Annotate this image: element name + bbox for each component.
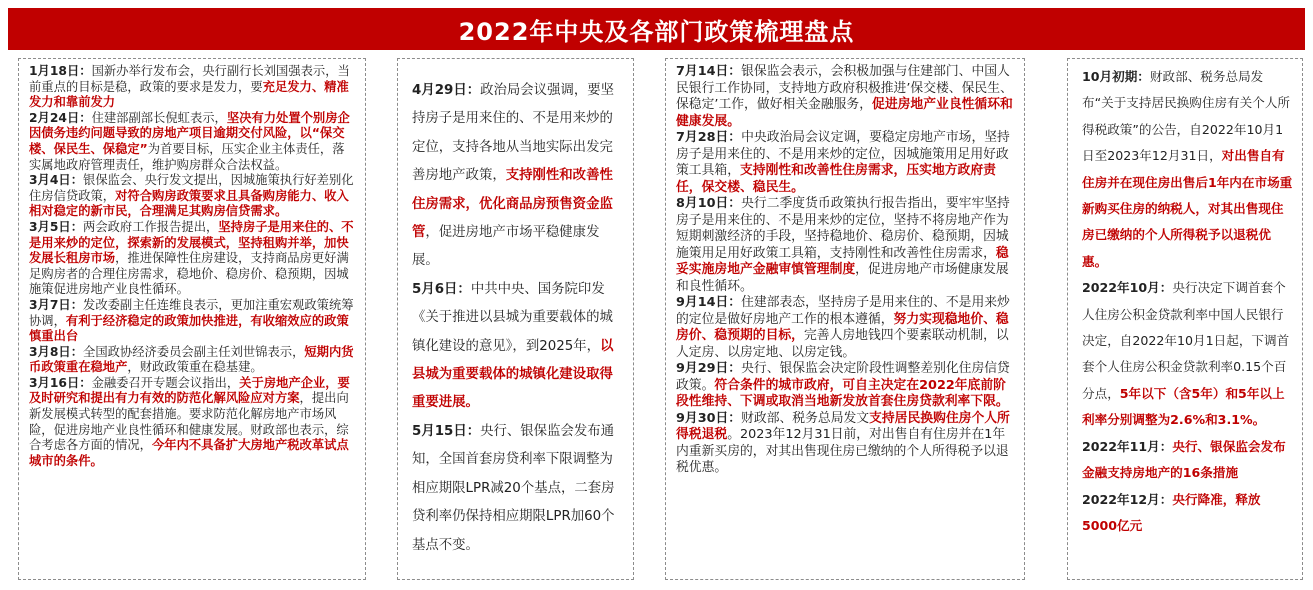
policy-entry bbox=[1082, 275, 1294, 433]
entry-text: 央行、银保监会决定阶段性调整差别化住房信贷政策。 bbox=[676, 361, 1010, 393]
entry-highlight: 坚决有力处置个别房企因债务违约问题导致的房地产项目逾期交付风险，以“保交楼、保民生、保稳定” bbox=[29, 110, 350, 156]
entry-highlight: 对出售自有住房并在现住房出售后1年内在市场重新购买住房的纳税人，对其出售现住房已缴纳的个人所得税予以退税优惠。 bbox=[1082, 148, 1293, 269]
entry-highlight: 今年内不具备扩大房地产税改革试点城市的条件。 bbox=[29, 438, 349, 468]
entry-highlight: 促进房地产业良性循环和健康发展。 bbox=[676, 97, 1013, 129]
policy-entry bbox=[29, 345, 355, 376]
entry-text: 央行决定下调首套个人住房公积金贷款利率中国人民银行决定，自2022年10月1日起，下调首套个人住房公积金贷款利率0.15个百分点， bbox=[1082, 280, 1290, 401]
policy-entry bbox=[1082, 434, 1294, 487]
entry-date: 9月29日： bbox=[676, 361, 742, 376]
entry-highlight: 5年以下（含5年）和5年以上利率分别调整为2.6%和3.1%。 bbox=[1082, 385, 1285, 428]
policy-entry bbox=[676, 130, 1014, 196]
policy-entry bbox=[29, 111, 355, 173]
entry-text: ，促进房地产市场平稳健康发展。 bbox=[412, 225, 600, 269]
entry-highlight: 以县城为重要载体的城镇化建设取得重要进展。 bbox=[412, 338, 614, 411]
entry-text: 央行二季度货币政策执行报告指出，要牢牢坚持房子是用来住的、不是用来炒的定位，坚持不将房地产作为短期刺激经济的手段，坚持稳地价、稳房价、稳预期，因城施策用足用好政策工具箱，支持刚性和改善性住房需求， bbox=[676, 196, 1010, 261]
entry-date: 8月10日： bbox=[676, 196, 742, 211]
entry-text: 政治局会议强调，要坚持房子是用来住的、不是用来炒的定位，支持各地从当地实际出发完善房地产政策， bbox=[412, 83, 615, 184]
entry-highlight: 关于房地产企业，要及时研究和提出有力有效的防范化解风险应对方案 bbox=[29, 375, 350, 406]
policy-entry bbox=[676, 295, 1014, 361]
policy-entry bbox=[1082, 64, 1294, 275]
entry-date: 2022年12月： bbox=[1082, 491, 1173, 507]
entry-text: 全国政协经济委员会副主任刘世锦表示， bbox=[83, 344, 305, 359]
policy-entry bbox=[1082, 487, 1294, 540]
entry-date: 7月14日： bbox=[676, 64, 742, 79]
entry-highlight: 努力实现稳地价、稳房价、稳预期的目标， bbox=[676, 311, 1009, 343]
policy-entry bbox=[29, 376, 355, 470]
entry-highlight: 短期内货币政策重在稳地产 bbox=[29, 344, 354, 375]
policy-entry bbox=[676, 361, 1014, 411]
entry-text: ，提出向新发展模式转型的配套措施。要求防范化解房地产市场风险，促进房地产业良性循环和健康发展。财政部也表示，综合考虑各方面的情况， bbox=[29, 391, 349, 453]
policy-entry bbox=[676, 411, 1014, 477]
policy-entry bbox=[29, 173, 355, 220]
entry-highlight: 支持刚性和改善性住房需求，压实地方政府责任，保交楼、稳民生。 bbox=[676, 163, 996, 195]
entry-date: 4月29日： bbox=[412, 83, 481, 98]
entry-text: 为首要目标，压实企业主体责任，落实属地政府管理责任，维护购房群众合法权益。 bbox=[29, 141, 345, 172]
entry-date: 2022年10月： bbox=[1082, 280, 1173, 296]
entry-text: 住建部副部长倪虹表示， bbox=[91, 110, 227, 125]
entry-text: ，促进房地产市场健康发展和良性循环。 bbox=[676, 262, 1009, 294]
policy-entry bbox=[412, 418, 625, 560]
entry-text: 财政部、税务总局发布“关于支持居民换购住房有关个人所得税政策”的公告，自2022年10月1日至2023年12月31日， bbox=[1082, 69, 1291, 164]
policy-entry bbox=[412, 276, 625, 418]
entry-text: 。2023年12月31日前，对出售自有住房并在1年内重新买房的，对其出售现住房已缴纳的个人所得税予以退税优惠。 bbox=[676, 427, 1009, 475]
entry-text: 银保监会表示，会积极加强与住建部门、中国人民银行工作协同，支持地方政府积极推进’保交楼、保民生、保稳定’工作，做好相关金融服务， bbox=[676, 64, 1013, 112]
policy-column-apr-may bbox=[397, 58, 634, 580]
entry-highlight: 央行降准，释放5000亿元 bbox=[1082, 491, 1261, 533]
entry-date: 3月5日： bbox=[29, 219, 84, 234]
policy-entry bbox=[676, 64, 1014, 130]
entry-highlight: 对符合购房政策要求且具备购房能力、收入相对稳定的新市民，合理满足其购房信贷需求。 bbox=[29, 188, 349, 219]
entry-text: 央行、银保监会发布通知，全国首套房贷利率下限调整为相应期限LPR减20个基点，二套房贷利率仍保持相应期限LPR加60个基点不变。 bbox=[412, 423, 615, 553]
policy-column-jan-mar bbox=[18, 58, 366, 580]
entry-highlight: 充足发力、精准发力和靠前发力 bbox=[29, 79, 349, 110]
policy-entry bbox=[676, 196, 1014, 295]
entry-date: 3月16日： bbox=[29, 375, 92, 390]
entry-date: 9月14日： bbox=[676, 295, 742, 310]
policy-entry bbox=[29, 298, 355, 345]
policy-entry bbox=[29, 220, 355, 298]
policy-column-oct-dec bbox=[1067, 58, 1303, 580]
entry-date: 2022年11月： bbox=[1082, 438, 1173, 454]
entry-highlight: 支持刚性和改善性住房需求，优化商品房预售资金监管 bbox=[412, 168, 613, 241]
entry-text: 中央政治局会议定调，要稳定房地产市场，坚持房子是用来住的、不是用来炒的定位，因城施策用足用好政策工具箱， bbox=[676, 130, 1010, 178]
entry-date: 5月6日： bbox=[412, 281, 471, 297]
policy-entry bbox=[29, 64, 355, 111]
policy-entry bbox=[412, 77, 625, 276]
entry-text: 发改委副主任连维良表示，更加注重宏观政策统筹协调， bbox=[29, 297, 354, 328]
entry-date: 10月初期： bbox=[1082, 69, 1150, 84]
entry-date: 3月7日： bbox=[29, 297, 84, 312]
entry-text: 完善人房地钱四个要素联动机制，以人定房、以房定地、以房定钱。 bbox=[676, 328, 1009, 360]
entry-text: 两会政府工作报告提出， bbox=[83, 219, 219, 234]
entry-text: ，财政政策重在稳基建。 bbox=[127, 360, 263, 375]
entry-text: 国新办举行发布会，央行副行长刘国强表示，当前重点的目标是稳，政策的要求是发力，要 bbox=[29, 64, 350, 94]
entry-date: 3月4日： bbox=[29, 173, 84, 188]
entry-highlight: 符合条件的城市政府，可自主决定在2022年底前阶段性维持、下调或取消当地新发放首套住房贷款利率下限。 bbox=[676, 377, 1009, 409]
entry-date: 7月28日： bbox=[676, 130, 742, 145]
entry-text: 住建部表态，坚持房子是用来住的、不是用来炒的定位是做好房地产工作的根本遵循， bbox=[676, 295, 1010, 327]
entry-date: 9月30日： bbox=[676, 410, 742, 426]
entry-highlight: 有利于经济稳定的政策加快推进，有收缩效应的政策慎重出台 bbox=[29, 313, 349, 344]
entry-date: 1月18日： bbox=[29, 64, 92, 78]
entry-text: 金融委召开专题会议指出， bbox=[91, 375, 240, 390]
entry-highlight: 支持居民换购住房个人所得税退税 bbox=[676, 410, 1010, 442]
entry-text: ，推进保障性住房建设，支持商品房更好满足购房者的合理住房需求，稳地价、稳房价、稳预期，因城施策促进房地产业良性循环。 bbox=[29, 251, 349, 297]
entry-text: 中共中央、国务院印发《关于推进以县城为重要载体的城镇化建设的意见》，到2025年， bbox=[412, 281, 613, 354]
entry-highlight: 央行、银保监会发布金融支持房地产的16条措施 bbox=[1082, 438, 1286, 481]
entry-date: 5月15日： bbox=[412, 423, 481, 439]
entry-text: 银保监会、央行发文提出，因城施策执行好差别化住房信贷政策， bbox=[29, 173, 354, 203]
entry-highlight: 稳妥实施房地产金融审慎管理制度 bbox=[676, 245, 1009, 277]
entry-text: 财政部、税务总局发文 bbox=[741, 410, 870, 426]
entry-date: 2月24日： bbox=[29, 110, 92, 125]
page-title: 2022年中央及各部门政策梳理盘点 bbox=[8, 8, 1305, 50]
entry-highlight: 坚持房子是用来住的、不是用来炒的定位，探索新的发展模式，坚持租购并举，加快发展长租房市场 bbox=[29, 219, 354, 266]
entry-date: 3月8日： bbox=[29, 344, 84, 359]
policy-column-jul-sep bbox=[665, 58, 1025, 580]
